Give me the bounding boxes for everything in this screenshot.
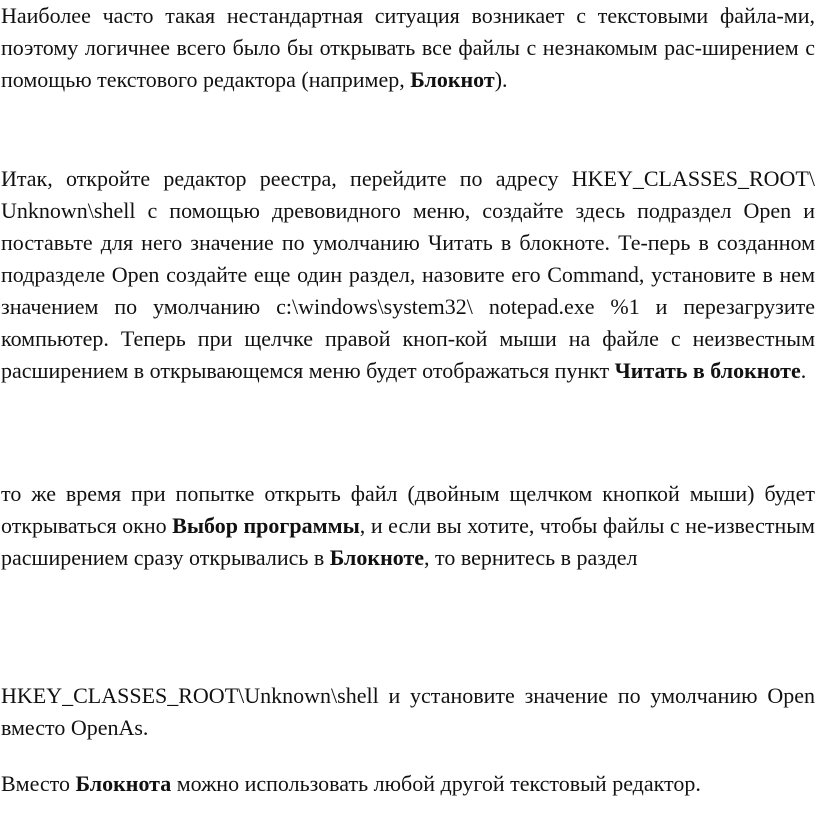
paragraph-3-bold-program-choice: Выбор программы <box>172 513 360 538</box>
paragraph-5-end: можно использовать любой другой текстовый редактор. <box>171 771 701 796</box>
paragraph-5-text: Вместо <box>1 771 76 796</box>
paragraph-1-bold-notepad: Блокнот <box>410 67 495 92</box>
paragraph-2-end: . <box>800 358 807 383</box>
paragraph-4-text: HKEY_CLASSES_ROOT\Unknown\shell и установите значение по умолчанию Open вместо OpenAs. <box>1 683 815 740</box>
paragraph-3-end: , то вернитесь в раздел <box>424 545 638 570</box>
paragraph-2-bold-read-in-notepad: Читать в блокноте <box>614 358 801 383</box>
paragraph-2-text: Итак, откройте редактор реестра, перейдите по адресу HKEY_CLASSES_ROOT\ Unknown\shell с помощью древовидного меню, создайте здесь подраздел Open и поставьте для него значение по умолчанию Читать в блокноте. Те-перь в созданном подразделе Open создайте еще один раздел, назовите его Command, установите в нем значением по умолчанию c:\windows\system32\ notepad.exe %1 и перезагрузите компьютер. Теперь при щелчке правой кноп-кой мыши на файле с неизвестным расширением в открывающемся меню будет отображаться пункт <box>1 166 815 383</box>
paragraph-1-text: Наиболее часто такая нестандартная ситуация возникает с текстовыми файла-ми, поэтому логичнее всего было бы открывать все файлы с незнакомым рас-ширением с помощью текстового редактора (например, <box>1 3 815 92</box>
paragraph-5-bold-notepad: Блокнота <box>75 771 172 796</box>
paragraph-1 <box>1 0 815 96</box>
paragraph-5 <box>1 768 815 800</box>
paragraph-3 <box>1 478 815 574</box>
paragraph-3-bold-notepad: Блокноте <box>329 545 425 570</box>
paragraph-4 <box>1 680 815 744</box>
paragraph-2 <box>1 163 815 387</box>
paragraph-3-middle: , и если вы хотите, чтобы файлы с не-известным расширением сразу открывались в <box>1 513 815 570</box>
paragraph-3-text: то же время при попытке открыть файл (двойным щелчком кнопкой мыши) будет открываться окно <box>1 481 815 538</box>
paragraph-1-end: ). <box>494 67 508 92</box>
